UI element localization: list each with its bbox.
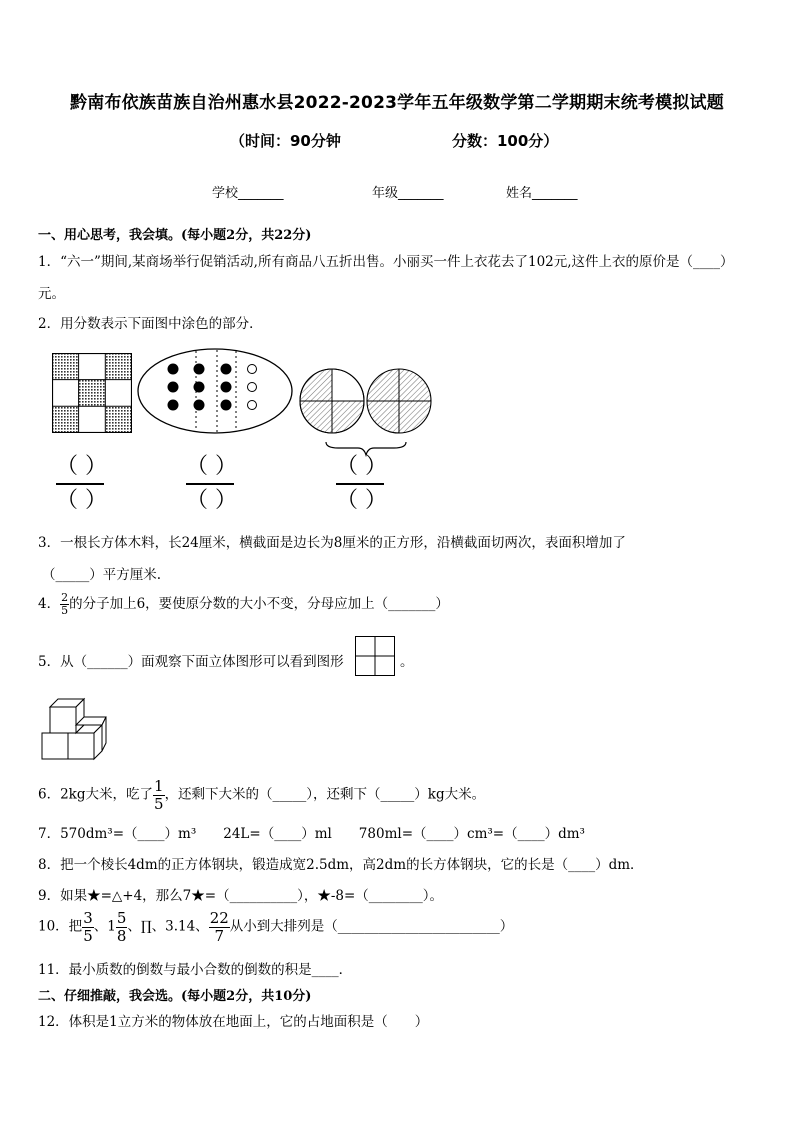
answer-fraction-3[interactable] [336, 454, 387, 514]
fraction-denominator: （ ） [336, 488, 387, 513]
fraction-bar [336, 483, 384, 485]
question-7: 7．570dm³=（____）m³ 24L=（____）ml 780ml=（____）cm³=（____）dm³ [38, 826, 585, 842]
question-11: 11．最小质数的倒数与最小合数的倒数的积是____． [38, 962, 353, 978]
fraction-2-5: $\frac{2}{5}$ [61, 591, 69, 618]
fraction-3-5: $\frac{3}{5}$ [83, 909, 93, 945]
question-10 [38, 910, 513, 944]
school-field: 学校_______ [212, 186, 284, 201]
cube-stack-figure [40, 695, 110, 763]
question-6 [38, 778, 485, 812]
question-12: 12．体积是1立方米的物体放在地面上，它的占地面积是（ ） [38, 1014, 429, 1030]
fraction-numerator: （ ） [56, 454, 107, 479]
question-6-text: 6．2kg大米，吃了 [38, 786, 154, 803]
question-2: 2．用分数表示下面图中涂色的部分． [38, 316, 263, 332]
question-1-cont: 元。 [38, 286, 65, 302]
question-5: 5．从（______）面观察下面立体图形可以看到图形 [38, 654, 344, 670]
question-4 [38, 592, 449, 617]
fraction-bar [56, 483, 104, 485]
question-4-number: 4． [38, 596, 61, 613]
exam-time: （时间：90分钟 [230, 132, 341, 150]
fraction-numerator: （ ） [336, 454, 387, 479]
checkerboard-figure [52, 353, 132, 433]
fraction-bar [186, 483, 234, 485]
section-1-heading: 一、用心思考，我会填。(每小题2分，共22分) [38, 228, 312, 243]
oval-dots-figure [136, 347, 294, 435]
question-10-text: 10．把 [38, 918, 83, 935]
two-circles-figure [298, 368, 434, 460]
fraction-denominator: （ ） [186, 488, 237, 513]
question-3: 3．一根长方体木料，长24厘米，横截面是边长为8厘米的正方形，沿横截面切两次，表面积增加了 [38, 535, 626, 551]
name-field: 姓名_______ [506, 186, 578, 201]
answer-fraction-2[interactable] [186, 454, 237, 514]
question-1: 1．“六一”期间,某商场举行促销活动,所有商品八五折出售。小丽买一件上衣花去了102元,这件上衣的原价是（____） [38, 254, 734, 270]
question-4-text: 的分子加上6，要使原分数的大小不变，分母应加上（_______） [69, 596, 449, 613]
question-9: 9．如果★=△+4，那么7★=（__________），★-8=（________）。 [38, 888, 444, 904]
fraction-22-7: $\frac{22}{7}$ [209, 909, 229, 945]
exam-score: 分数：100分） [452, 132, 559, 150]
fraction-1-5: $\frac{1}{5}$ [154, 777, 164, 813]
question-10-sep: 、1 [93, 918, 116, 935]
fraction-denominator: （ ） [56, 488, 107, 513]
question-6-rest: ，还剩下大米的（_____），还剩下（_____）kg大米。 [164, 786, 486, 803]
question-5-end: 。 [400, 654, 414, 670]
fraction-5-8: $\frac{5}{8}$ [116, 909, 127, 945]
fraction-numerator: （ ） [186, 454, 237, 479]
question-10-rest: 从小到大排列是（________________________） [229, 918, 514, 935]
question-10-mid: 、∏、3.14、 [127, 918, 209, 935]
answer-fraction-1[interactable] [56, 454, 107, 514]
grade-field: 年级_______ [372, 186, 444, 201]
view-grid-icon [355, 636, 395, 676]
page-title: 黔南布依族苗族自治州惠水县2022-2023学年五年级数学第二学期期末统考模拟试题 [70, 93, 724, 113]
question-8: 8．把一个棱长4dm的正方体钢块，锻造成宽2.5dm，高2dm的长方体钢块，它的长是（____）dm． [38, 857, 644, 873]
question-3-cont: （_____）平方厘米. [42, 567, 162, 583]
section-2-heading: 二、仔细推敲，我会选。(每小题2分，共10分) [38, 989, 312, 1004]
